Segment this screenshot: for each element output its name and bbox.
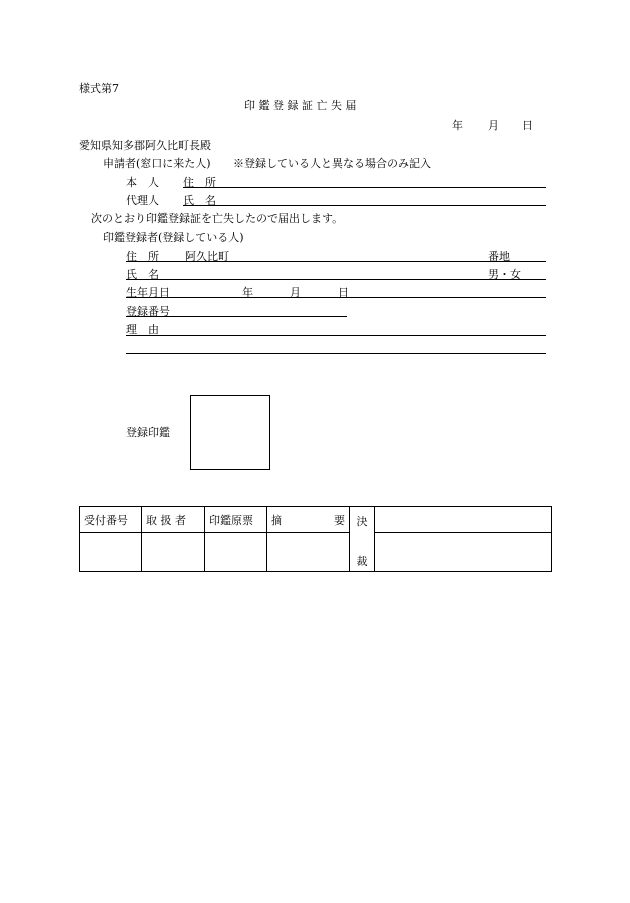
date-year-label: 年 [452, 119, 463, 132]
date-month-label: 月 [488, 119, 499, 132]
applicant-heading: 申請者(窓口に来た人) [103, 157, 211, 170]
header-receipt-number: 受付番号 [80, 507, 142, 533]
registrant-heading: 印鑑登録者(登録している人) [103, 231, 244, 244]
registrant-reason-label: 理 由 [126, 323, 159, 336]
applicant-note: ※登録している人と異なる場合のみ記入 [233, 157, 431, 170]
approval-sign-bottom[interactable] [375, 533, 552, 572]
registrant-name-line[interactable] [126, 279, 546, 280]
statement: 次のとおり印鑑登録証を亡失したので届出します。 [91, 212, 344, 225]
header-summary-right: 要 [334, 513, 345, 527]
office-use-table [79, 506, 552, 572]
registrant-birth-month: 月 [290, 286, 301, 299]
approval-bottom: 裁 [356, 555, 368, 568]
handler-cell[interactable] [142, 533, 205, 572]
registrant-reason-line-1[interactable] [126, 335, 546, 336]
receipt-number-cell[interactable] [80, 533, 142, 572]
addressee: 愛知県知多郡阿久比町長殿 [79, 139, 211, 152]
registrant-reg-number-label: 登録番号 [126, 305, 170, 318]
registrant-birthdate-label: 生年月日 [126, 286, 170, 299]
approval-top: 決 [356, 515, 368, 528]
header-summary [267, 507, 350, 533]
registrant-reason-line-2[interactable] [126, 353, 546, 354]
date-day-label: 日 [522, 119, 533, 132]
applicant-name-line[interactable] [183, 205, 546, 206]
applicant-name-label: 氏 名 [183, 194, 216, 207]
registrant-birthdate-line[interactable] [126, 297, 546, 298]
registrant-address-line[interactable] [126, 261, 546, 262]
approval-sign-top[interactable] [375, 507, 552, 533]
registrant-banchi: 番地 [488, 250, 510, 263]
summary-cell[interactable] [267, 533, 350, 572]
seal-label: 登録印鑑 [126, 426, 170, 439]
registrant-birth-day: 日 [338, 286, 349, 299]
header-seal-record: 印鑑原票 [205, 507, 267, 533]
applicant-address-label: 住 所 [183, 176, 216, 189]
seal-record-cell[interactable] [205, 533, 267, 572]
registrant-gender[interactable]: 男・女 [488, 268, 521, 281]
registrant-birth-year: 年 [242, 286, 253, 299]
applicant-address-line[interactable] [183, 187, 546, 188]
header-summary-left: 摘 [271, 513, 282, 527]
header-handler: 取 扱 者 [142, 507, 205, 533]
registrant-address-value: 阿久比町 [185, 250, 229, 263]
applicant-agent-label: 代理人 [126, 194, 159, 207]
registrant-reg-number-line[interactable] [126, 316, 347, 317]
seal-box[interactable] [190, 395, 270, 470]
form-number: 様式第7 [79, 82, 119, 95]
registrant-address-label: 住 所 [126, 250, 159, 263]
applicant-self-label: 本 人 [126, 176, 159, 189]
page-title: 印 鑑 登 録 証 亡 失 届 [244, 99, 357, 112]
approval-cell[interactable] [350, 507, 375, 572]
registrant-name-label: 氏 名 [126, 268, 159, 281]
